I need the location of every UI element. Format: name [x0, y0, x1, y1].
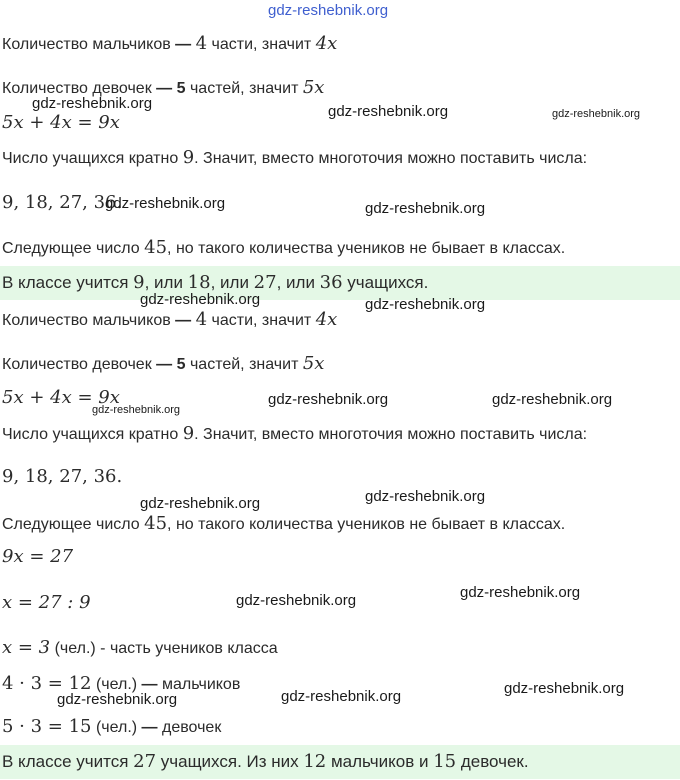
answer-num: 36: [319, 272, 343, 293]
answer-num: 18: [187, 272, 211, 293]
answer-text-2: [2, 751, 529, 772]
eq-text: (чел.): [91, 676, 142, 693]
watermark: gdz-reshebnik.org: [236, 592, 357, 609]
multiple-num: 9: [182, 423, 195, 444]
watermark: gdz-reshebnik.org: [105, 195, 226, 212]
boys-mid: части, значит: [207, 312, 316, 329]
boys-line-1: [2, 33, 337, 56]
multiple-line-1: [2, 147, 587, 170]
answer-part: В классе учится: [2, 752, 134, 771]
numbers-line-2: 9, 18, 27, 36.: [2, 466, 123, 487]
answer-part: , или: [144, 273, 188, 292]
boys-label: Количество мальчиков: [2, 312, 176, 329]
answer-part: учащихся. Из них: [156, 752, 304, 771]
watermark: gdz-reshebnik.org: [57, 691, 178, 708]
watermark: gdz-reshebnik.org: [365, 488, 486, 505]
eq-tail: мальчиков: [157, 676, 241, 693]
next-suffix: , но такого количества учеников не бывает в классах.: [167, 240, 566, 257]
dash: —: [156, 356, 173, 373]
eq-x-27-9: x = 27 : 9: [2, 592, 91, 613]
answer-part: мальчиков и: [326, 752, 434, 771]
eq-text: (чел.): [91, 719, 142, 736]
answer-part: учащихся.: [342, 273, 429, 292]
eq-math: x = 3: [2, 637, 51, 658]
next-line-1: [2, 237, 565, 260]
watermark: gdz-reshebnik.org: [268, 391, 389, 408]
answer-num: 27: [133, 751, 157, 772]
watermark: gdz-reshebnik.org: [140, 495, 261, 512]
watermark: gdz-reshebnik.org: [492, 391, 613, 408]
next-suffix: , но такого количества учеников не бывает в классах.: [167, 516, 566, 533]
eq-text: (чел.) - часть учеников класса: [50, 640, 278, 657]
girls-mid: частей, значит: [185, 80, 303, 97]
next-num: 45: [144, 513, 168, 534]
watermark: gdz-reshebnik.org: [140, 291, 261, 308]
boys-num: 4: [195, 33, 208, 54]
multiple-line-2: [2, 423, 587, 446]
eq-x-3: [2, 637, 278, 660]
dash: —: [156, 80, 173, 97]
dash: —: [141, 676, 158, 693]
girls-num: 5: [176, 80, 186, 97]
watermark: gdz-reshebnik.org: [92, 404, 181, 416]
answer-box-1: [0, 266, 680, 300]
boys-expr: 4x: [315, 33, 338, 54]
boys-num: 4: [195, 309, 208, 330]
girls-label: Количество девочек: [2, 356, 157, 373]
watermark: gdz-reshebnik.org: [460, 584, 581, 601]
next-num: 45: [144, 237, 168, 258]
answer-part: , или: [276, 273, 320, 292]
eq-tail: девочек: [157, 719, 222, 736]
watermark: gdz-reshebnik.org: [504, 680, 625, 697]
watermark: gdz-reshebnik.org: [328, 103, 449, 120]
watermark-top: gdz-reshebnik.org: [268, 2, 389, 19]
answer-part: , или: [210, 273, 254, 292]
dash: —: [175, 36, 192, 53]
girls-num: 5: [176, 356, 186, 373]
dash: —: [175, 312, 192, 329]
answer-num: 15: [433, 751, 457, 772]
eq-math: 4 · 3 = 12: [2, 673, 92, 694]
dash: —: [141, 719, 158, 736]
boys-line-2: [2, 309, 337, 332]
watermark: gdz-reshebnik.org: [365, 296, 486, 313]
answer-part: В классе учится: [2, 273, 134, 292]
equation-1: 5x + 4x = 9x: [2, 112, 120, 133]
girls-line-2: [2, 353, 324, 376]
watermark: gdz-reshebnik.org: [552, 108, 641, 120]
next-line-2: [2, 513, 565, 536]
multiple-suffix: . Значит, вместо многоточия можно поставить числа:: [194, 426, 588, 443]
answer-num: 27: [253, 272, 277, 293]
eq-9x-27: 9x = 27: [2, 546, 74, 567]
multiple-num: 9: [182, 147, 195, 168]
watermark: gdz-reshebnik.org: [32, 95, 153, 112]
girls-label: Количество девочек: [2, 80, 157, 97]
next-prefix: Следующее число: [2, 240, 145, 257]
girls-expr: 5x: [302, 353, 325, 374]
girls-expr: 5x: [302, 77, 325, 98]
girls-mid: частей, значит: [185, 356, 303, 373]
boys-label: Количество мальчиков: [2, 36, 176, 53]
answer-text-1: [2, 272, 428, 293]
boys-mid: части, значит: [207, 36, 316, 53]
answer-box-2: [0, 745, 680, 779]
watermark: gdz-reshebnik.org: [365, 200, 486, 217]
numbers-line-1: 9, 18, 27, 36.: [2, 192, 123, 213]
multiple-prefix: Число учащихся кратно: [2, 426, 183, 443]
answer-num: 9: [133, 272, 145, 293]
answer-part: девочек.: [456, 752, 529, 771]
watermark: gdz-reshebnik.org: [281, 688, 402, 705]
boys-expr: 4x: [315, 309, 338, 330]
equation-2: 5x + 4x = 9x: [2, 387, 120, 408]
answer-num: 12: [303, 751, 327, 772]
eq-girls: [2, 716, 221, 739]
multiple-suffix: . Значит, вместо многоточия можно поставить числа:: [194, 150, 588, 167]
eq-math: 5 · 3 = 15: [2, 716, 92, 737]
next-prefix: Следующее число: [2, 516, 145, 533]
multiple-prefix: Число учащихся кратно: [2, 150, 183, 167]
